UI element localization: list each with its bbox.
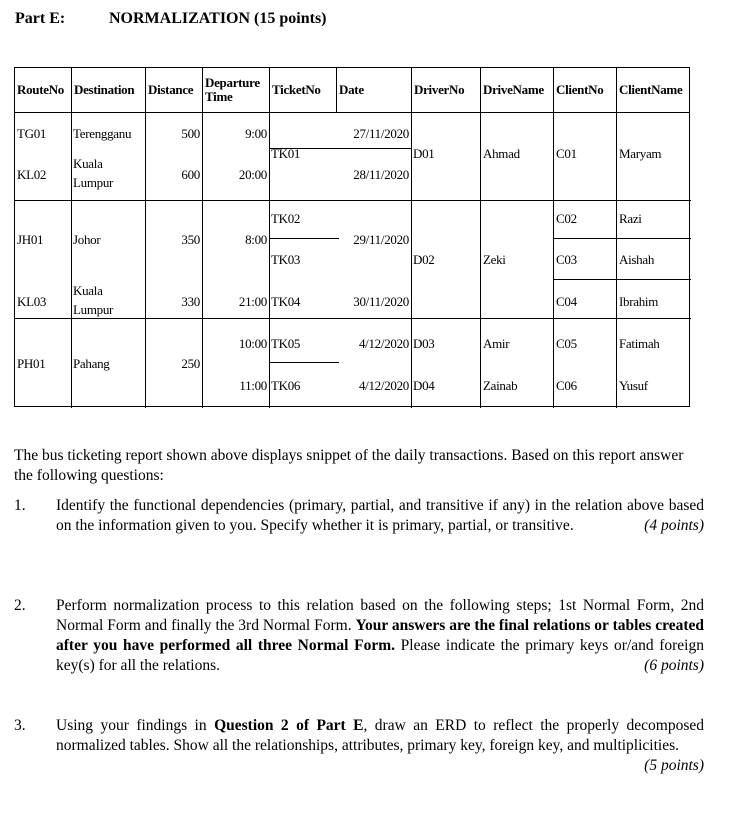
header-clientname: ClientName xyxy=(619,82,683,97)
question-2 xyxy=(14,596,704,676)
col-divider xyxy=(553,112,554,408)
table-cell: TK02 xyxy=(271,211,301,226)
table-cell: Razi xyxy=(619,211,642,226)
part-label: Part E: xyxy=(15,10,66,27)
question-number: 2. xyxy=(14,597,26,614)
table-cell: D01 xyxy=(413,146,435,161)
row-divider xyxy=(269,238,339,239)
question-number: 1. xyxy=(14,497,26,514)
table-cell: D02 xyxy=(413,252,435,267)
table-cell: Yusuf xyxy=(619,378,648,393)
table-cell: 600 xyxy=(181,167,200,182)
table-cell: 4/12/2020 xyxy=(358,378,409,393)
table-cell: C03 xyxy=(556,252,577,267)
header-destination: Destination xyxy=(72,68,146,112)
table-cell: Terengganu xyxy=(73,126,132,141)
table-cell: TK04 xyxy=(271,294,301,309)
header-drivename: DriveName xyxy=(481,68,554,112)
table-cell: Zainab xyxy=(483,378,518,393)
table-cell: D04 xyxy=(413,378,435,393)
table-cell: Amir xyxy=(483,336,510,351)
col-divider xyxy=(411,112,412,408)
question-1 xyxy=(14,496,704,536)
table-cell: Aishah xyxy=(619,252,655,267)
table-cell: Ibrahim xyxy=(619,294,659,309)
table-cell: TK05 xyxy=(271,336,301,351)
row-divider xyxy=(269,362,339,363)
header-ticketno: TicketNo xyxy=(270,68,337,112)
col-divider xyxy=(616,112,617,408)
col-divider xyxy=(202,112,203,408)
table-cell: C06 xyxy=(556,378,577,393)
question-text: , draw an ERD to reflect the properly decomposed normalized tables. Show all the relationships, attributes, primary key, foreign key, and multiplicities. xyxy=(56,717,705,754)
question-text: Identify the functional dependencies (primary, partial, and transitive if any) in the relation above based on the information given to you. Specify whether it is primary, partial, or transitive. xyxy=(56,497,704,534)
col-divider xyxy=(480,112,481,408)
table-cell: Zeki xyxy=(483,252,506,267)
header-clientno: ClientNo xyxy=(554,68,617,112)
table-header-row xyxy=(15,68,689,113)
table-cell: 4/12/2020 xyxy=(358,336,409,351)
question-text: Using your findings in xyxy=(56,717,207,734)
row-divider xyxy=(553,238,691,239)
table-cell: KL03 xyxy=(17,294,47,309)
page-header xyxy=(15,10,327,28)
table-cell: C01 xyxy=(556,146,577,161)
header-departure-time: Departure Time xyxy=(203,68,270,112)
col-divider xyxy=(71,112,72,408)
table-cell: Johor xyxy=(73,232,101,247)
header-date: Date xyxy=(337,68,412,112)
table-cell: JH01 xyxy=(17,232,44,247)
question-emphasis: Question 2 of Part E xyxy=(214,717,364,734)
question-number: 3. xyxy=(14,717,26,734)
table-cell: Ahmad xyxy=(483,146,520,161)
table-cell: Kuala Lumpur xyxy=(73,156,114,190)
table-cell: 330 xyxy=(181,294,200,309)
row-divider xyxy=(337,148,412,149)
table-cell: C04 xyxy=(556,294,577,309)
question-points: (4 points) xyxy=(644,517,704,534)
table-cell: C02 xyxy=(556,211,577,226)
table-cell: 21:00 xyxy=(238,294,267,309)
table-cell: KL02 xyxy=(17,167,47,182)
table-cell: 350 xyxy=(181,232,200,247)
table-cell: TK06 xyxy=(271,378,301,393)
question-emphasis: Your answers are the final relations or tables created after you have performed all three Normal Form. xyxy=(56,617,705,654)
table-cell: Pahang xyxy=(73,356,110,371)
table-cell: 28/11/2020 xyxy=(353,167,409,182)
row-divider xyxy=(15,200,691,201)
table-cell: 500 xyxy=(181,126,200,141)
table-cell: TK03 xyxy=(271,252,301,267)
table-cell: Maryam xyxy=(619,146,662,161)
row-divider xyxy=(553,279,691,280)
table-cell: 30/11/2020 xyxy=(353,294,409,309)
question-text: Perform normalization process to this relation based on the following steps; 1st Normal Form, 2nd Normal Form and finally the 3rd Normal Form. xyxy=(56,597,704,634)
table-cell: 11:00 xyxy=(239,378,267,393)
table-cell: Fatimah xyxy=(619,336,660,351)
table-cell: 250 xyxy=(181,356,200,371)
table-cell: TG01 xyxy=(17,126,47,141)
header-routeno: RouteNo xyxy=(15,68,72,112)
table-cell: D03 xyxy=(413,336,435,351)
table-cell: 29/11/2020 xyxy=(353,232,409,247)
question-text: Please indicate the primary keys or/and foreign key(s) for all the relations. xyxy=(56,637,704,674)
bus-ticketing-table xyxy=(14,67,690,407)
table-cell: 27/11/2020 xyxy=(353,126,409,141)
table-cell: 9:00 xyxy=(245,126,267,141)
header-distance: Distance xyxy=(146,68,203,112)
section-title: NORMALIZATION (15 points) xyxy=(109,10,327,27)
question-3 xyxy=(14,716,704,776)
question-points: (5 points) xyxy=(644,757,704,774)
header-driverno: DriverNo xyxy=(412,68,481,112)
table-cell: Kuala Lumpur xyxy=(73,283,114,317)
table-cell: 8:00 xyxy=(245,232,267,247)
table-cell: TK01 xyxy=(271,146,301,161)
intro-paragraph: The bus ticketing report shown above displays snippet of the daily transactions. Based on this report answer the following questions: xyxy=(14,447,684,484)
table-cell: C05 xyxy=(556,336,577,351)
col-divider xyxy=(269,112,270,408)
table-cell: 10:00 xyxy=(238,336,267,351)
table-cell: 20:00 xyxy=(238,167,267,182)
table-cell: PH01 xyxy=(17,356,46,371)
question-points: (6 points) xyxy=(644,657,704,674)
